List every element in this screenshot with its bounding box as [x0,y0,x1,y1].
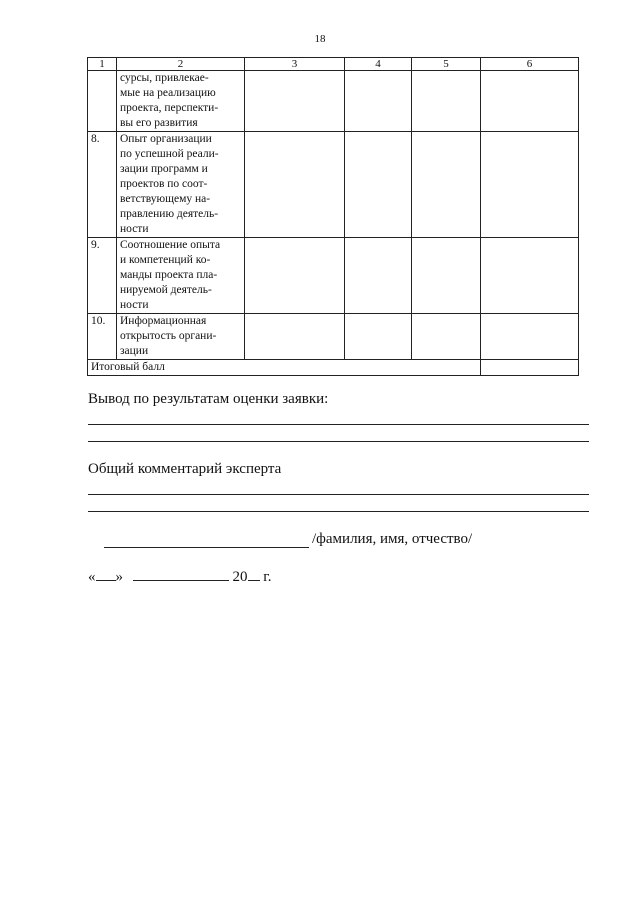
score-cell [412,238,481,314]
score-cell [481,132,579,238]
column-header: 5 [412,58,481,71]
row-number [88,71,117,132]
score-cell [345,71,412,132]
criterion-cell: Опыт организации по успешной реали- зации программ и проектов по соот- ветствующему на- правлению деятель- ности [117,132,245,238]
score-cell [481,71,579,132]
score-cell [412,132,481,238]
date-row [88,567,271,586]
table-row [88,132,579,238]
comment-line [88,511,589,512]
column-header: 3 [245,58,345,71]
column-header: 6 [481,58,579,71]
day-blank [96,567,116,581]
conclusion-label: Вывод по результатам оценки заявки: [88,391,329,407]
comment-line [88,494,589,495]
date-open-quote: « [88,569,96,585]
score-cell [345,132,412,238]
date-close-quote: » [115,569,123,585]
page-number: 18 [314,33,326,45]
evaluation-table [87,57,579,376]
expert-comment-label: Общий комментарий эксперта [88,461,282,477]
criterion-cell: сурсы, привлекае- мые на реализацию проекта, перспекти- вы его развития [117,71,245,132]
signature-label: /фамилия, имя, отчество/ [312,531,473,547]
score-cell [245,132,345,238]
row-number: 8. [88,132,117,238]
year-suffix: г. [263,569,272,585]
score-cell [245,314,345,360]
score-cell [245,238,345,314]
row-number: 10. [88,314,117,360]
score-cell [345,314,412,360]
conclusion-line [88,424,589,425]
score-cell [481,314,579,360]
score-cell [245,71,345,132]
total-score-cell [481,360,579,376]
table-row [88,314,579,360]
table-header-row [88,58,579,71]
score-cell [412,314,481,360]
table-row [88,238,579,314]
month-blank [133,567,229,581]
table-row [88,71,579,132]
conclusion-line [88,441,589,442]
column-header: 2 [117,58,245,71]
column-header: 4 [345,58,412,71]
column-header: 1 [88,58,117,71]
score-cell [481,238,579,314]
total-row [88,360,579,376]
criterion-cell: Информационная открытость органи- зации [117,314,245,360]
score-cell [412,71,481,132]
year-prefix: 20 [232,569,248,585]
signature-line [104,547,309,548]
score-cell [345,238,412,314]
criterion-cell: Соотношение опыта и компетенций ко- манды проекта пла- нируемой деятель- ности [117,238,245,314]
total-label: Итоговый балл [88,360,481,376]
row-number: 9. [88,238,117,314]
year-blank [248,567,260,581]
